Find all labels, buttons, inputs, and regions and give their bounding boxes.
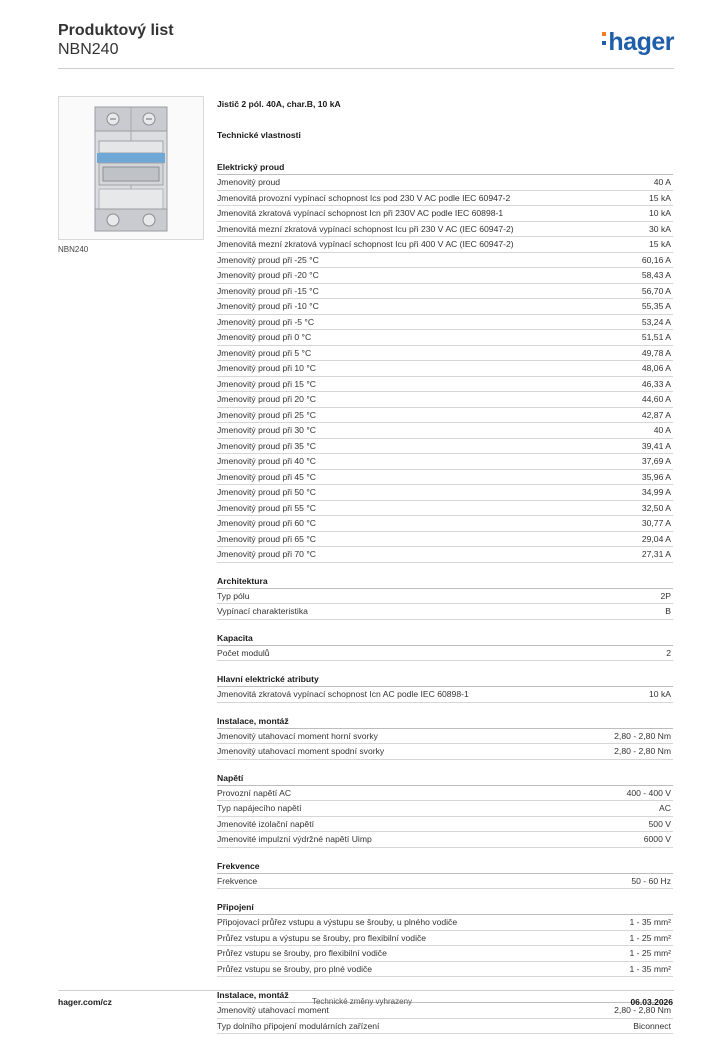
spec-label: Jmenovitý utahovací moment spodní svorky <box>217 746 385 756</box>
spec-row <box>217 268 673 284</box>
spec-value: 58,43 A <box>641 270 671 280</box>
spec-label: Jmenovitý proud při -25 °C <box>217 254 319 265</box>
product-name: Jistič 2 pól. 40A, char.B, 10 kA <box>217 99 341 109</box>
spec-section <box>217 900 673 977</box>
spec-value: 32,50 A <box>641 502 671 513</box>
spec-value: 40 A <box>653 425 671 435</box>
spec-row <box>217 744 673 760</box>
spec-label: Typ pólu <box>217 590 250 601</box>
spec-row <box>217 931 673 947</box>
spec-label: Jmenovité izolační napětí <box>217 818 314 829</box>
spec-row <box>217 832 673 848</box>
spec-label: Jmenovitý proud při -15 °C <box>217 285 319 296</box>
spec-label: Jmenovitý proud při 50 °C <box>217 487 316 497</box>
spec-label: Provozní napětí AC <box>217 787 292 798</box>
spec-label: Počet modulů <box>217 647 270 658</box>
spec-value: 30,77 A <box>641 518 671 528</box>
spec-label: Průřez vstupu a výstupu se šrouby, pro flexibilní vodiče <box>217 932 427 943</box>
spec-row <box>217 206 673 222</box>
spec-value: 40 A <box>653 177 671 187</box>
page-header <box>58 20 674 68</box>
spec-row <box>217 299 673 315</box>
spec-label: Jmenovitý proud při 30 °C <box>217 425 316 435</box>
spec-section <box>217 631 673 662</box>
spec-label: Jmenovitý utahovací moment <box>217 1005 329 1015</box>
spec-row <box>217 315 673 331</box>
spec-label: Jmenovitý proud při 65 °C <box>217 533 316 544</box>
spec-row <box>217 646 673 662</box>
spec-label: Typ napájecího napětí <box>217 803 302 813</box>
spec-row <box>217 377 673 393</box>
footer-website-link[interactable]: hager.com/cz <box>58 997 112 1007</box>
spec-value: 10 kA <box>649 208 671 218</box>
spec-row <box>217 501 673 517</box>
logo-dots-icon <box>602 27 608 49</box>
spec-row <box>217 687 673 703</box>
spec-value: 2,80 - 2,80 Nm <box>614 1005 671 1015</box>
spec-row <box>217 439 673 455</box>
spec-value: 30 kA <box>649 223 671 234</box>
spec-label: Frekvence <box>217 875 258 886</box>
spec-row <box>217 817 673 833</box>
spec-row <box>217 516 673 532</box>
spec-value: 10 kA <box>649 689 671 699</box>
spec-value: 1 - 25 mm² <box>629 932 671 943</box>
footer-divider <box>58 990 674 991</box>
spec-row <box>217 874 673 890</box>
section-title: Připojení <box>217 900 673 915</box>
spec-value: 6000 V <box>643 834 671 844</box>
spec-row <box>217 423 673 439</box>
section-title: Instalace, montáž <box>217 714 673 729</box>
product-image <box>58 96 204 240</box>
logo-text: hager <box>608 28 674 56</box>
spec-value: 50 - 60 Hz <box>631 875 671 886</box>
spec-row <box>217 284 673 300</box>
section-title: Napětí <box>217 771 673 786</box>
spec-label: Jmenovitý proud při 60 °C <box>217 518 316 528</box>
spec-row <box>217 253 673 269</box>
spec-label: Průřez vstupu se šrouby, pro flexibilní vodiče <box>217 948 387 958</box>
spec-value: 2 <box>666 647 671 658</box>
spec-value: 400 - 400 V <box>626 787 671 798</box>
spec-value: 15 kA <box>649 192 671 203</box>
section-title: Instalace, montáž <box>217 988 673 1003</box>
spec-sections <box>217 160 673 1034</box>
spec-value: 27,31 A <box>641 549 671 559</box>
footer-date: 06.03.2026 <box>630 997 673 1007</box>
spec-row <box>217 237 673 253</box>
spec-label: Typ dolního připojení modulárních zařízení <box>217 1020 380 1031</box>
spec-label: Jmenovitý proud při 45 °C <box>217 471 316 482</box>
spec-label: Jmenovitý proud při 35 °C <box>217 440 316 451</box>
spec-value: 48,06 A <box>641 363 671 373</box>
spec-label: Jmenovitý proud při 25 °C <box>217 409 316 420</box>
spec-section <box>217 714 673 760</box>
spec-value: 51,51 A <box>641 332 671 342</box>
spec-label: Jmenovitý proud <box>217 177 281 187</box>
spec-value: 1 - 35 mm² <box>629 963 671 974</box>
hager-logo[interactable] <box>602 28 674 57</box>
spec-row <box>217 962 673 978</box>
spec-section <box>217 988 673 1034</box>
spec-value: B <box>665 606 671 616</box>
spec-label: Jmenovitý proud při 70 °C <box>217 549 316 559</box>
spec-label: Jmenovitý utahovací moment horní svorky <box>217 730 378 741</box>
spec-row <box>217 547 673 563</box>
spec-value: 55,35 A <box>641 301 671 311</box>
tech-heading: Technické vlastnosti <box>217 130 301 140</box>
spec-label: Jmenovitý proud při 20 °C <box>217 394 316 404</box>
spec-value: 34,99 A <box>641 487 671 497</box>
spec-label: Jmenovitý proud při 0 °C <box>217 332 312 342</box>
spec-section <box>217 160 673 563</box>
spec-value: 60,16 A <box>641 254 671 265</box>
spec-label: Jmenovitý proud při 15 °C <box>217 378 316 389</box>
spec-section <box>217 574 673 620</box>
spec-row <box>217 346 673 362</box>
spec-label: Jmenovitý proud při 10 °C <box>217 363 316 373</box>
spec-value: 49,78 A <box>641 347 671 358</box>
spec-row <box>217 175 673 191</box>
footer-notice: Technické změny vyhrazeny <box>311 997 413 1006</box>
circuit-breaker-icon <box>59 97 203 239</box>
spec-label: Jmenovitá provozní vypínací schopnost Ics pod 230 V AC podle IEC 60947-2 <box>217 192 511 203</box>
spec-value: 15 kA <box>649 239 671 249</box>
spec-section <box>217 859 673 890</box>
spec-row <box>217 786 673 802</box>
spec-value: 44,60 A <box>641 394 671 404</box>
spec-row <box>217 729 673 745</box>
spec-value: 53,24 A <box>641 316 671 327</box>
spec-row <box>217 191 673 207</box>
spec-value: 56,70 A <box>641 285 671 296</box>
document-title: Produktový list <box>58 22 174 39</box>
spec-row <box>217 361 673 377</box>
image-caption: NBN240 <box>58 245 89 254</box>
spec-value: 29,04 A <box>641 533 671 544</box>
spec-value: 46,33 A <box>641 378 671 389</box>
spec-label: Jmenovitá zkratová vypínací schopnost Icn při 230V AC podle IEC 60898-1 <box>217 208 504 218</box>
spec-value: 1 - 35 mm² <box>629 917 671 927</box>
section-title: Frekvence <box>217 859 673 874</box>
spec-value: 1 - 25 mm² <box>629 948 671 958</box>
spec-row <box>217 408 673 424</box>
product-code: NBN240 <box>58 41 119 58</box>
spec-label: Průřez vstupu se šrouby, pro plné vodiče <box>217 963 373 974</box>
spec-label: Jmenovitý proud při -5 °C <box>217 316 315 327</box>
spec-row <box>217 532 673 548</box>
spec-label: Jmenovitý proud při 55 °C <box>217 502 316 513</box>
spec-label: Připojovací průřez vstupu a výstupu se šrouby, u plného vodiče <box>217 917 458 927</box>
section-title: Elektrický proud <box>217 160 673 175</box>
spec-row <box>217 470 673 486</box>
section-title: Architektura <box>217 574 673 589</box>
section-title: Hlavní elektrické atributy <box>217 672 673 687</box>
spec-label: Jmenovitý proud při 40 °C <box>217 456 316 466</box>
spec-row <box>217 589 673 605</box>
spec-content <box>217 97 673 1045</box>
spec-section <box>217 771 673 848</box>
spec-row <box>217 392 673 408</box>
spec-value: 37,69 A <box>641 456 671 466</box>
spec-label: Jmenovitý proud při -10 °C <box>217 301 319 311</box>
spec-section <box>217 672 673 703</box>
spec-label: Vypínací charakteristika <box>217 606 308 616</box>
spec-value: 500 V <box>648 818 671 829</box>
spec-value: 35,96 A <box>641 471 671 482</box>
spec-value: Biconnect <box>633 1020 671 1031</box>
spec-label: Jmenovitý proud při 5 °C <box>217 347 312 358</box>
spec-row <box>217 915 673 931</box>
spec-label: Jmenovitá mezní zkratová vypínací schopnost Icu při 230 V AC (IEC 60947-2) <box>217 223 514 234</box>
header-divider <box>58 68 674 69</box>
spec-value: AC <box>659 803 671 813</box>
spec-row <box>217 604 673 620</box>
spec-label: Jmenovité impulzní výdržné napětí Uimp <box>217 834 372 844</box>
spec-row <box>217 946 673 962</box>
spec-label: Jmenovitý proud při -20 °C <box>217 270 319 280</box>
spec-row <box>217 1019 673 1035</box>
spec-value: 2,80 - 2,80 Nm <box>614 746 671 756</box>
spec-row <box>217 222 673 238</box>
spec-label: Jmenovitá mezní zkratová vypínací schopnost Icu při 400 V AC (IEC 60947-2) <box>217 239 514 249</box>
spec-row <box>217 485 673 501</box>
spec-label: Jmenovitá zkratová vypínací schopnost Icn AC podle IEC 60898-1 <box>217 689 469 699</box>
spec-row <box>217 454 673 470</box>
section-title: Kapacita <box>217 631 673 646</box>
spec-value: 2,80 - 2,80 Nm <box>614 730 671 741</box>
spec-value: 39,41 A <box>641 440 671 451</box>
spec-value: 42,87 A <box>641 409 671 420</box>
spec-row <box>217 330 673 346</box>
spec-value: 2P <box>660 590 671 601</box>
spec-row <box>217 801 673 817</box>
